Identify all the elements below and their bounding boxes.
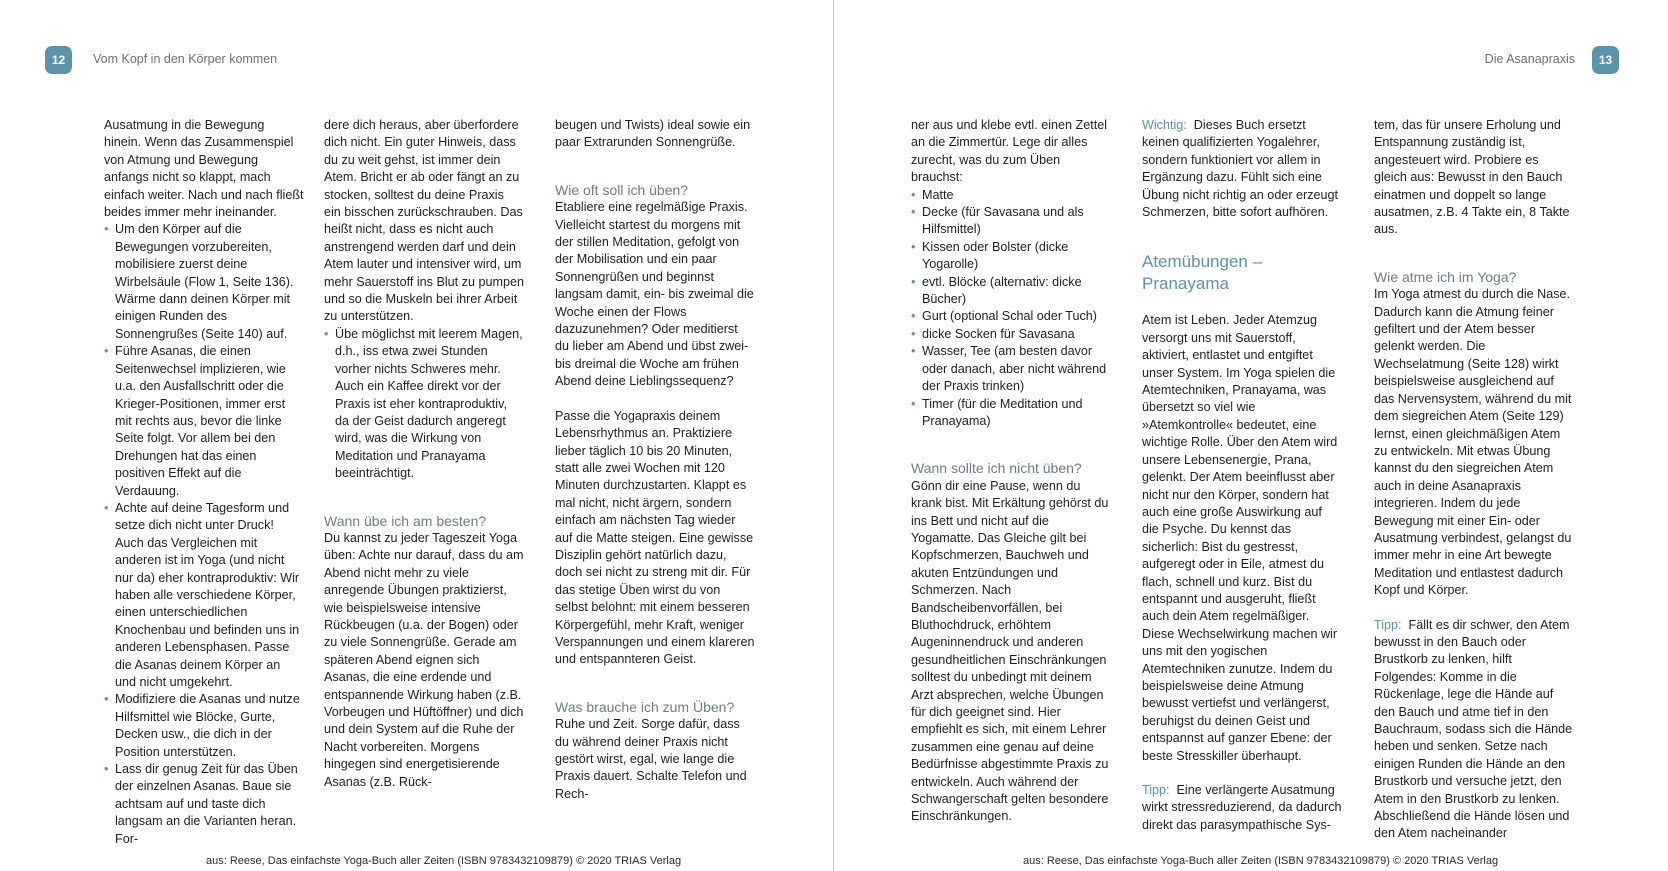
tip-label: Tipp: (1142, 783, 1170, 797)
bullet-list (324, 326, 524, 483)
paragraph: Etabliere eine regelmäßige Praxis. Vielleicht startest du morgens mit der stillen Meditation, gefolgt von der Mobilisation und ein paar Sonnengrüßen und beginnst langsam damit, ein- bis zweimal die Woche einen der Flows dazuzunehmen? Oder meditierst du lieber am Abend und übst zwei- bis dreimal die Woche am frühen Abend deine Lieblingssequenz? (555, 200, 754, 389)
paragraph: Ausatmung in die Bewegung hinein. Wenn das Zusammenspiel von Atmung und Bewegung anfangs nicht so klappt, mach einfach weiter. Nach und nach fließt beides immer mehr ineinander. (104, 118, 304, 220)
paragraph: Im Yoga atmest du durch die Nase. Dadurch kann die Atmung feiner gefiltert und der Atem besser gelenkt werden. Die Wechselatmung (Seite 128) wirkt beispielsweise ausgleichend auf das Nervensystem, während du mit dem siegreichen Atem (Seite 129) lernst, einen gleichmäßigen Atem zu entwickeln. Mit etwas Übung kannst du den siegreichen Atem auch in deine Asanapraxis integrieren. Indem du jede Bewegung mit einer Ein- oder Ausatmung verbindest, gelangst du immer mehr in eine Art bewegte Meditation und entlastest dadurch Kopf und Körper. (1374, 287, 1572, 598)
list-item: • Decke (für Savasana und als Hilfsmittel) (911, 204, 1111, 239)
bullet-list (911, 187, 1111, 431)
page-footer: aus: Reese, Das einfachste Yoga-Buch aller Zeiten (ISBN 9783432109879) © 2020 TRIAS Verlag (1023, 855, 1499, 867)
list-item: • Übe möglichst mit leerem Magen, d.h., iss etwa zwei Stunden vorher nichts Schweres mehr. Auch ein Kaffee direkt vor der Praxis ist eher kontraproduktiv, da der Geist dadurch angeregt wird, was die Wirkung von Meditation und Pranayama beeinträchtigt. (324, 326, 524, 483)
right-page (834, 0, 1668, 871)
paragraph: Atem ist Leben. Jeder Atemzug versorgt uns mit Sauerstoff, aktiviert, entlastet und entgiftet unser System. Im Yoga spielen die Atemtechniken, Pranayama, was übersetzt so viel wie »Atemkontrolle« bedeutet, eine wichtige Rolle. Über den Atem wird unsere Lebensenergie, Prana, gelenkt. Der Atem beeinflusst aber nicht nur den Körper, sondern hat auch eine große Auswirkung auf die Psyche. Du kennst das sicherlich: Bist du gestresst, aufgeregt oder in Eile, atmest du flach, schnell und kurz. Bist du entspannt und ausgeruht, fließt auch dein Atem regelmäßiger. Diese Wechselwirkung machen wir uns mit den yogischen Atemtechniken zunutze. Indem du beispielsweise deine Atmung bewusst vertiefst und verlängerst, beruhigst du deinen Geist und entspannst auf ganzer Ebene: der beste Stresskiller überhaupt. (1142, 313, 1338, 763)
list-item: • Matte (911, 187, 1111, 204)
tip-note (1142, 782, 1342, 834)
list-item: • Achte auf deine Tagesform und setze dich nicht unter Druck! Auch das Vergleichen mit anderen ist im Yoga (und nicht nur da) eher kontraproduktiv: Wir haben alle verschiedene Körper, einen unterschiedlichen Knochenbau und befinden uns in anderen Lebensphasen. Passe die Asanas deinem Körper an und nicht umgekehrt. (104, 500, 304, 691)
paragraph: beugen und Twists) ideal sowie ein paar Extrarunden Sonnengrüße. (555, 118, 751, 150)
bullet-list (104, 221, 304, 848)
page-footer: aus: Reese, Das einfachste Yoga-Buch aller Zeiten (ISBN 9783432109879) © 2020 TRIAS Verlag (206, 855, 682, 867)
section-title-line-1: Atemübungen – (1142, 252, 1263, 272)
list-item: • Kissen oder Bolster (dicke Yogarolle) (911, 239, 1111, 274)
running-head: Vom Kopf in den Körper kommen (93, 52, 278, 66)
tip-text: Eine verlängerte Ausatmung wirkt stressreduzierend, da dadurch direkt das parasympathische Sys- (1142, 783, 1342, 832)
tip-label: Tipp: (1374, 617, 1402, 632)
list-item: • Timer (für die Meditation und Pranayama) (911, 396, 1111, 431)
text-column-3 (1374, 117, 1574, 843)
text-column-3 (555, 117, 755, 803)
paragraph: dere dich heraus, aber überfordere dich nicht. Ein guter Hinweis, dass du zu weit gehst, ist immer dein Atem. Bricht er ab oder fängt an zu stocken, solltest du deine Praxis ein bisschen zurückschrauben. Das heißt nicht, dass es nicht auch anstrengend werden darf und dein Atem lauter und intensiver wird, um mehr Sauerstoff ins Blut zu pumpen und so die Muskeln bei ihrer Arbeit zu unterstützen. (324, 118, 524, 324)
text-column-2 (324, 117, 524, 791)
list-item: • Wasser, Tee (am besten davor oder danach, aber nicht während der Praxis trinken) (911, 343, 1111, 395)
section-title-line-2: Pranayama (1142, 274, 1229, 294)
section-title (1142, 251, 1342, 295)
text-column-2 (1142, 117, 1342, 834)
note-text: Dieses Buch ersetzt keinen qualifizierten Yogalehrer, sondern funktioniert vor allem in Ergänzung dazu. Fühlt sich eine Übung nicht richtig an oder erzeugt Schmerzen, bitte sofort aufhören. (1142, 118, 1339, 220)
page-number-badge: 13 (1592, 46, 1619, 74)
section-heading: Wann übe ich am besten? (324, 512, 487, 529)
section-heading: Wie oft soll ich üben? (555, 181, 689, 198)
page-number-badge: 12 (45, 46, 72, 74)
section-heading: Wie atme ich im Yoga? (1374, 268, 1517, 285)
text-column-1 (911, 117, 1111, 826)
section-heading: Wann sollte ich nicht üben? (911, 460, 1082, 477)
paragraph: ner aus und klebe evtl. einen Zettel an die Zimmertür. Lege dir alles zurecht, was du zum Üben brauchst: (911, 118, 1108, 185)
list-item: • Führe Asanas, die einen Seitenwechsel implizieren, wie u.a. den Ausfallschritt oder die Krieger-Positionen, immer erst mit rechts aus, bevor die linke Seite folgt. Vor allem bei den Drehungen hat das einen positiven Effekt auf die Verdauung. (104, 343, 304, 500)
tip-note (1374, 617, 1574, 843)
list-item: • Gurt (optional Schal oder Tuch) (911, 308, 1111, 325)
list-item: • dicke Socken für Savasana (911, 326, 1111, 343)
list-item: • Modifiziere die Asanas und nutze Hilfsmittel wie Blöcke, Gurte, Decken usw., die dich in der Position unterstützen. (104, 691, 304, 761)
list-item: • Lass dir genug Zeit für das Üben der einzelnen Asanas. Baue sie achtsam auf und taste dich langsam an die Varianten heran. For- (104, 761, 304, 848)
paragraph: tem, das für unsere Erholung und Entspannung zuständig ist, angesteuert wird. Probiere es gleich aus: Bewusst in den Bauch einatmen und doppelt so lange ausatmen, z.B. 4 Takte ein, 8 Takte aus. (1374, 118, 1570, 237)
paragraph: Passe die Yogapraxis deinem Lebensrhythmus an. Praktiziere lieber täglich 10 bis 20 Minuten, statt alle zwei Wochen mit 120 Minuten durchzustarten. Klappt es mal nicht, nicht ärgern, sondern einfach am nächsten Tag wieder auf die Matte steigen. Eine gewisse Disziplin gehört natürlich dazu, doch sei nicht zu streng mit dir. Für das stetige Üben wirst du von selbst belohnt: mit einem besseren Körpergefühl, mehr Kraft, weniger Verspannungen und einem klareren und entspannteren Geist. (555, 408, 755, 667)
tip-text: Fällt es dir schwer, den Atem bewusst in den Bauch oder Brustkorb zu lenken, hilft Folgendes: Komme in die Rückenlage, lege die Hände auf den Bauch und atme tief in den Bauchraum, sodass sich die Hände heben und senken. Setze nach einigen Runden die Hände an den Brustkorb und versuche jetzt, den Atem in den Brustkorb zu lenken. Abschließend die Hände lösen und den Atem nacheinander (1374, 617, 1573, 841)
note-label: Wichtig: (1142, 118, 1187, 132)
important-note (1142, 117, 1342, 221)
paragraph: Gönn dir eine Pause, wenn du krank bist. Mit Erkältung gehörst du ins Bett und nicht auf die Yogamatte. Das Gleiche gilt bei Kopfschmerzen, Bauchweh und akuten Entzündungen und Schmerzen. Nach Bandscheibenvorfällen, bei Bluthochdruck, erhöhtem Augeninnendruck und anderen gesundheitlichen Einschränkungen solltest du unbedingt mit deinem Arzt absprechen, welche Übungen für dich geeignet sind. Hier empfiehlt es sich, mit einem Lehrer zusammen eine genau auf deine Bedürfnisse abgestimmte Praxis zu entwickeln. Auch während der Schwangerschaft gelten besondere Einschränkungen. (911, 478, 1109, 824)
text-column-1 (104, 117, 304, 848)
paragraph: Du kannst zu jeder Tageszeit Yoga üben: Achte nur darauf, dass du am Abend nicht mehr zu viele anregende Übungen praktizierst, wie beispielsweise intensive Rückbeugen (u.a. der Bogen) oder zu viele Sonnengrüße. Gerade am späteren Abend eignen sich Asanas, die eine erdende und entspannende Wirkung haben (z.B. Vorbeugen und Hüftöffner) und dich und dein System auf die Ruhe der Nacht vorbereiten. Morgens hingegen sind energetisierende Asanas (z.B. Rück- (324, 530, 524, 789)
list-item: • Um den Körper auf die Bewegungen vorzubereiten, mobilisiere zuerst deine Wirbelsäule (Flow 1, Seite 136). Wärme dann deinen Körper mit einigen Runden des Sonnengrußes (Seite 140) auf. (104, 221, 304, 343)
paragraph: Ruhe und Zeit. Sorge dafür, dass du während deiner Praxis nicht gestört wirst, egal, wie lange die Praxis dauert. Schalte Telefon und Rech- (555, 717, 747, 801)
running-head: Die Asanapraxis (1484, 52, 1575, 66)
section-heading: Was brauche ich zum Üben? (555, 698, 735, 715)
list-item: • evtl. Blöcke (alternativ: dicke Bücher) (911, 274, 1111, 309)
